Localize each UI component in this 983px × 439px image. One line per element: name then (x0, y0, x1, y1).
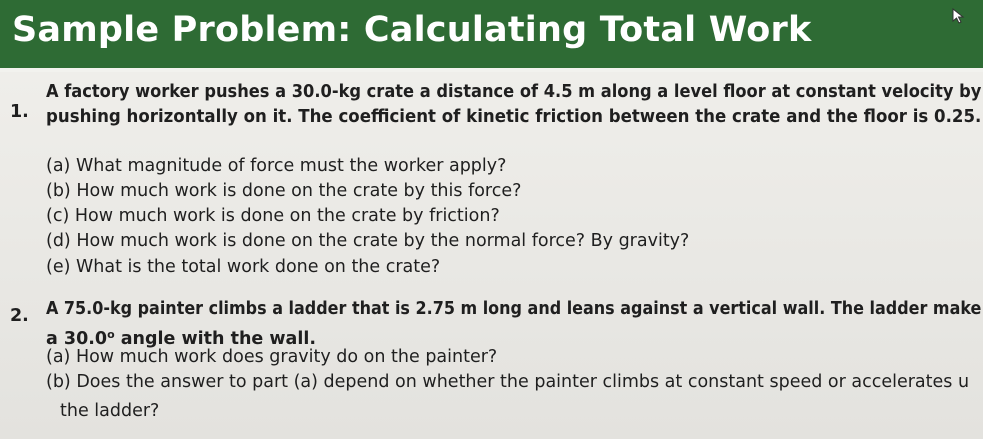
problem-2-stem-prefix: a (46, 329, 64, 349)
problem-1-stem-line-2: pushing horizontally on it. The coefficient of kinetic friction between the crate and the floor is 0.25. (46, 107, 982, 127)
problem-1-part-e: (e) What is the total work done on the crate? (46, 257, 441, 277)
problem-2-part-b-continued: the ladder? (60, 401, 160, 421)
problem-2-angle-value: 30.0 (63, 329, 108, 349)
problem-2-stem-suffix: angle with the wall. (114, 329, 316, 349)
problem-1-part-a: (a) What magnitude of force must the worker apply? (46, 156, 507, 176)
mouse-cursor-icon (952, 8, 966, 24)
problem-2-stem-line-1: A 75.0-kg painter climbs a ladder that is 2.75 m long and leans against a vertical wall. The ladder make (46, 299, 982, 319)
problem-1-number: 1. (10, 102, 29, 122)
problem-1-part-c: (c) How much work is done on the crate by friction? (46, 206, 500, 226)
page-title: Sample Problem: Calculating Total Work (12, 10, 812, 50)
degree-symbol: o (107, 328, 115, 341)
problem-1-part-b: (b) How much work is done on the crate by this force? (46, 181, 522, 201)
problem-2-number: 2. (10, 306, 29, 326)
problem-1-part-d: (d) How much work is done on the crate by the normal force? By gravity? (46, 231, 690, 251)
problem-2-part-a: (a) How much work does gravity do on the painter? (46, 347, 498, 367)
header-banner (0, 0, 983, 72)
problem-2-part-b: (b) Does the answer to part (a) depend on whether the painter climbs at constant speed or accelerates u (46, 372, 970, 392)
problem-1-stem-line-1: A factory worker pushes a 30.0-kg crate a distance of 4.5 m along a level floor at constant velocity by (46, 82, 982, 102)
